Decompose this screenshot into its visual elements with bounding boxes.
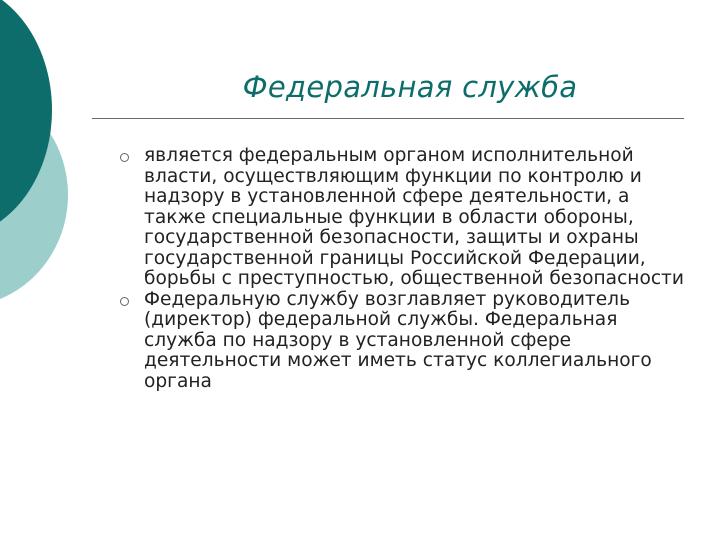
slide-title: Федеральная служба xyxy=(242,70,578,104)
circle-bullet-icon xyxy=(120,297,129,306)
bullet-text: является федеральным органом исполнительной власти, осуществляющим функции по контролю и надзору в установленной сфере деятельности, а также специальные функции в области обороны, государственной безопасности, защиты и охраны государственной границы Российской Федерации, борьбы с преступностью, общественной безопасности xyxy=(144,145,684,289)
bullet-item xyxy=(120,146,690,290)
bullet-text: Федеральную службу возглавляет руководитель (директор) федеральной службы. Федеральная служба по надзору в установленной сфере деятельности может иметь статус коллегиального органа xyxy=(144,288,652,392)
bullet-item xyxy=(120,290,690,393)
bullet-list xyxy=(120,146,690,392)
title-divider xyxy=(92,118,684,119)
circle-bullet-icon xyxy=(120,153,129,162)
